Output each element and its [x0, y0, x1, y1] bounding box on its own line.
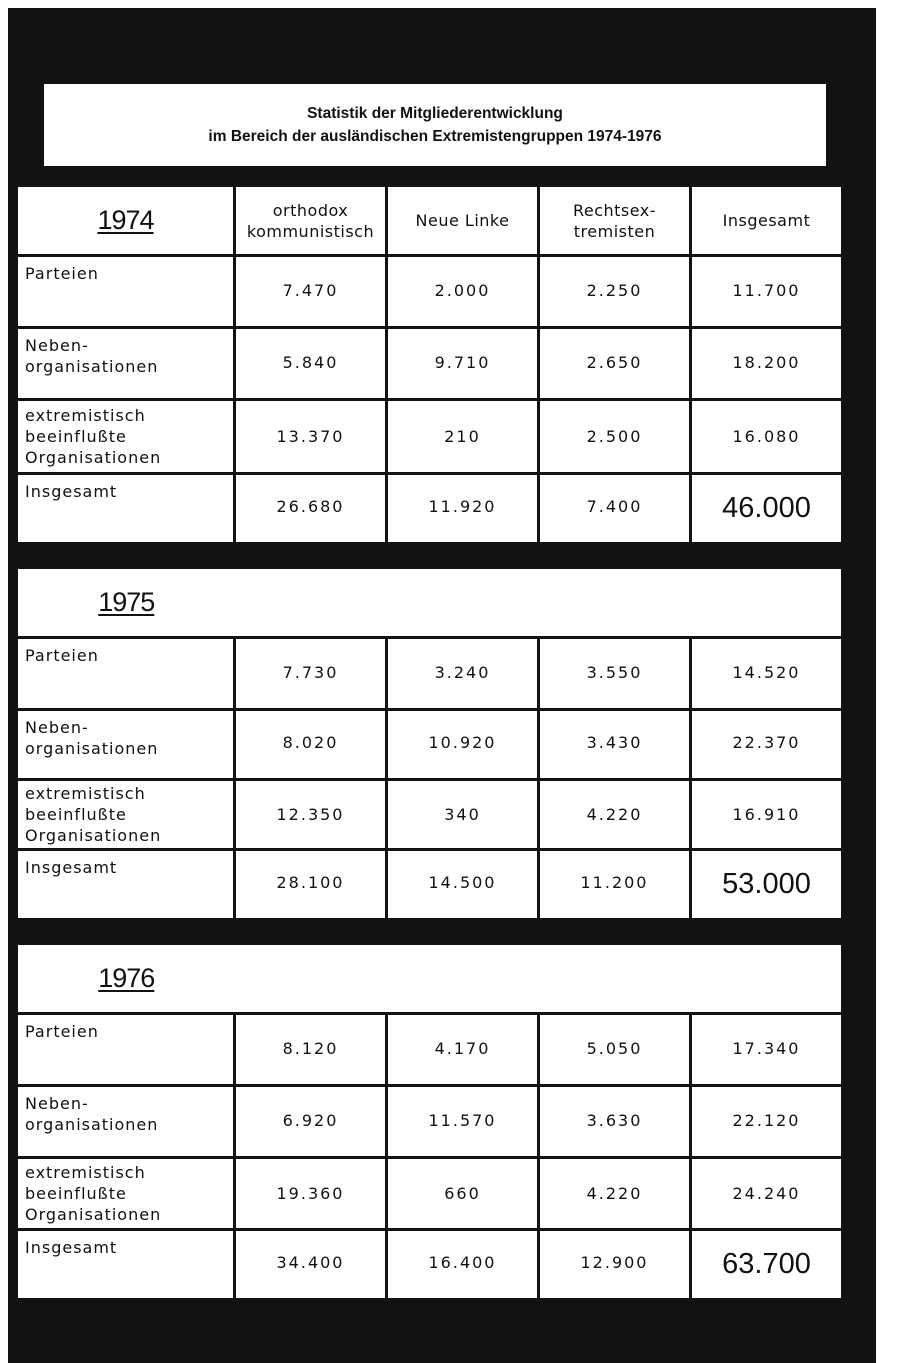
table-row — [17, 1158, 843, 1230]
cell: 14.500 — [387, 850, 539, 920]
year-label: 1974 — [17, 186, 235, 256]
cell: 2.500 — [539, 400, 691, 474]
year-label: 1976 — [17, 944, 235, 1014]
table-row — [17, 710, 843, 780]
table-row — [17, 1086, 843, 1158]
grand-total-cell: 46.000 — [691, 474, 843, 544]
cell: 11.200 — [539, 850, 691, 920]
cell: 7.400 — [539, 474, 691, 544]
cell: 7.730 — [235, 638, 387, 710]
title-line-1: Statistik der Mitgliederentwicklung — [307, 105, 563, 122]
cell: 4.170 — [387, 1014, 539, 1086]
table-row — [17, 474, 843, 544]
table-row — [17, 638, 843, 710]
row-label-parteien: Parteien — [17, 1014, 235, 1086]
cell: 10.920 — [387, 710, 539, 780]
grand-total-cell: 63.700 — [691, 1230, 843, 1300]
col-header-insgesamt: Insgesamt — [691, 186, 843, 256]
cell: 4.220 — [539, 780, 691, 850]
year-row-spacer — [235, 944, 843, 1014]
cell: 17.340 — [691, 1014, 843, 1086]
cell: 12.350 — [235, 780, 387, 850]
cell: 12.900 — [539, 1230, 691, 1300]
cell: 7.470 — [235, 256, 387, 328]
table-row — [17, 780, 843, 850]
row-label-extremistisch: extremistisch beeinflußte Organisationen — [17, 780, 235, 850]
table-1975 — [15, 566, 844, 921]
row-label-insgesamt: Insgesamt — [17, 1230, 235, 1300]
grand-total-cell: 53.000 — [691, 850, 843, 920]
cell: 340 — [387, 780, 539, 850]
cell: 9.710 — [387, 328, 539, 400]
cell: 2.250 — [539, 256, 691, 328]
cell: 660 — [387, 1158, 539, 1230]
table-row — [17, 328, 843, 400]
cell: 11.920 — [387, 474, 539, 544]
table-row — [17, 1014, 843, 1086]
row-label-extremistisch: extremistisch beeinflußte Organisationen — [17, 1158, 235, 1230]
cell: 16.400 — [387, 1230, 539, 1300]
col-header-neue-linke: Neue Linke — [387, 186, 539, 256]
row-label-insgesamt: Insgesamt — [17, 474, 235, 544]
cell: 2.650 — [539, 328, 691, 400]
cell: 11.570 — [387, 1086, 539, 1158]
cell: 16.080 — [691, 400, 843, 474]
cell: 13.370 — [235, 400, 387, 474]
cell: 8.020 — [235, 710, 387, 780]
row-label-parteien: Parteien — [17, 638, 235, 710]
section-1975 — [15, 566, 841, 918]
cell: 8.120 — [235, 1014, 387, 1086]
cell: 18.200 — [691, 328, 843, 400]
cell: 16.910 — [691, 780, 843, 850]
cell: 2.000 — [387, 256, 539, 328]
cell: 3.430 — [539, 710, 691, 780]
title-box — [44, 84, 826, 166]
year-label: 1975 — [17, 568, 235, 638]
row-label-nebenorganisationen: Neben- organisationen — [17, 710, 235, 780]
row-label-parteien: Parteien — [17, 256, 235, 328]
cell: 3.240 — [387, 638, 539, 710]
year-row-spacer — [235, 568, 843, 638]
title-line-2: im Bereich der ausländischen Extremistengruppen 1974-1976 — [208, 128, 662, 145]
section-1976 — [15, 942, 841, 1298]
cell: 14.520 — [691, 638, 843, 710]
row-label-insgesamt: Insgesamt — [17, 850, 235, 920]
section-1974 — [15, 184, 841, 542]
col-header-rechtsextremisten: Rechtsex- tremisten — [539, 186, 691, 256]
table-row — [17, 1230, 843, 1300]
cell: 6.920 — [235, 1086, 387, 1158]
table-row — [17, 400, 843, 474]
cell: 11.700 — [691, 256, 843, 328]
table-row — [17, 850, 843, 920]
col-header-orthodox: orthodox kommunistisch — [235, 186, 387, 256]
table-1976 — [15, 942, 844, 1301]
cell: 24.240 — [691, 1158, 843, 1230]
cell: 26.680 — [235, 474, 387, 544]
row-label-nebenorganisationen: Neben- organisationen — [17, 328, 235, 400]
row-label-nebenorganisationen: Neben- organisationen — [17, 1086, 235, 1158]
table-row — [17, 256, 843, 328]
cell: 19.360 — [235, 1158, 387, 1230]
cell: 3.630 — [539, 1086, 691, 1158]
table-1974 — [15, 184, 844, 545]
row-label-extremistisch: extremistisch beeinflußte Organisationen — [17, 400, 235, 474]
cell: 22.120 — [691, 1086, 843, 1158]
cell: 5.050 — [539, 1014, 691, 1086]
cell: 34.400 — [235, 1230, 387, 1300]
cell: 4.220 — [539, 1158, 691, 1230]
cell: 3.550 — [539, 638, 691, 710]
cell: 5.840 — [235, 328, 387, 400]
cell: 28.100 — [235, 850, 387, 920]
cell: 22.370 — [691, 710, 843, 780]
cell: 210 — [387, 400, 539, 474]
